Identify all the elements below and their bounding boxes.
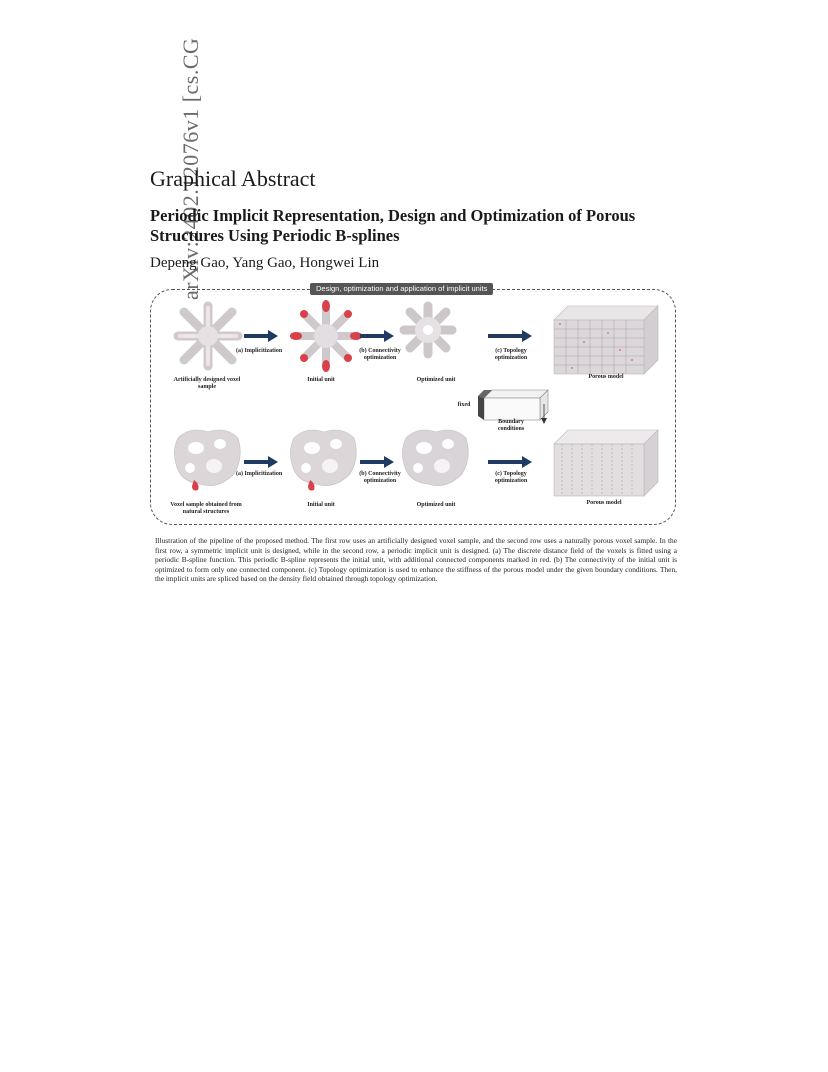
step-a-label-row1: (a) Implicitization <box>236 348 283 354</box>
arrow-implicitization-row1 <box>244 332 278 340</box>
section-heading: Graphical Abstract <box>150 166 316 191</box>
paper-title: Periodic Implicit Representation, Design and Optimization of Porous Structures Using Periodic B-splines <box>150 206 636 245</box>
figure-banner: Design, optimization and application of implicit units <box>310 283 493 295</box>
fixed-label: fixed <box>457 402 471 408</box>
initial-unit-label-row2: Initial unit <box>307 502 335 508</box>
authors: Depeng Gao, Yang Gao, Hongwei Lin <box>150 255 380 271</box>
boundary-conditions-label: Boundary conditions <box>497 419 525 432</box>
step-b-label-row2: (b) Connectivity optimization <box>359 471 401 484</box>
sample-label-row2: Voxel sample obtained from natural structures <box>170 502 242 515</box>
step-c-label-row2: (c) Topology optimization <box>494 471 528 484</box>
optimized-unit-label-row1: Optimized unit <box>416 377 456 383</box>
arrow-implicitization-row2 <box>244 458 278 466</box>
figure-caption: Illustration of the pipeline of the proposed method. The first row uses an artificially designed voxel sample, and the second row uses a naturally porous voxel sample. In the first row, a symmetric implicit unit is designed, while in the second row, a periodic implicit unit is designed. (a) The discrete distance field of the voxels is fitted using a periodic B-spline function. This periodic B-spline represents the initial unit, with additional connected components marked in red. (b) The connectivity of the initial unit is optimized to form only one connected component. (c) Topology optimization is used to enhance the stiffness of the porous model under the given boundary conditions. Then, the implicit units are spliced based on the density field obtained through topology optimization. <box>155 536 677 584</box>
artificial-voxel-sample-image <box>172 300 244 372</box>
arrow-topology-row1 <box>488 332 532 340</box>
step-b-label-row1: (b) Connectivity optimization <box>359 348 401 361</box>
optimized-unit-label-row2: Optimized unit <box>416 502 456 508</box>
porous-model-image-row2 <box>548 424 664 500</box>
porous-model-label-row2: Porous model <box>586 500 622 506</box>
step-c-label-row1: (c) Topology optimization <box>494 348 528 361</box>
porous-model-image-row1 <box>548 298 664 378</box>
initial-unit-label-row1: Initial unit <box>307 377 335 383</box>
natural-voxel-sample-image <box>170 424 244 494</box>
arrow-topology-row2 <box>488 458 532 466</box>
arxiv-id: arXiv:2402.12076v1 [cs.CG <box>178 37 203 300</box>
initial-unit-image-row2 <box>286 424 360 494</box>
porous-model-label-row1: Porous model <box>588 374 624 380</box>
optimized-unit-image-row2 <box>398 424 470 494</box>
step-a-label-row2: (a) Implicitization <box>236 471 283 477</box>
arrow-connectivity-row1 <box>360 332 394 340</box>
arrow-connectivity-row2 <box>360 458 394 466</box>
sample-label-row1: Artificially designed voxel sample <box>173 377 241 390</box>
